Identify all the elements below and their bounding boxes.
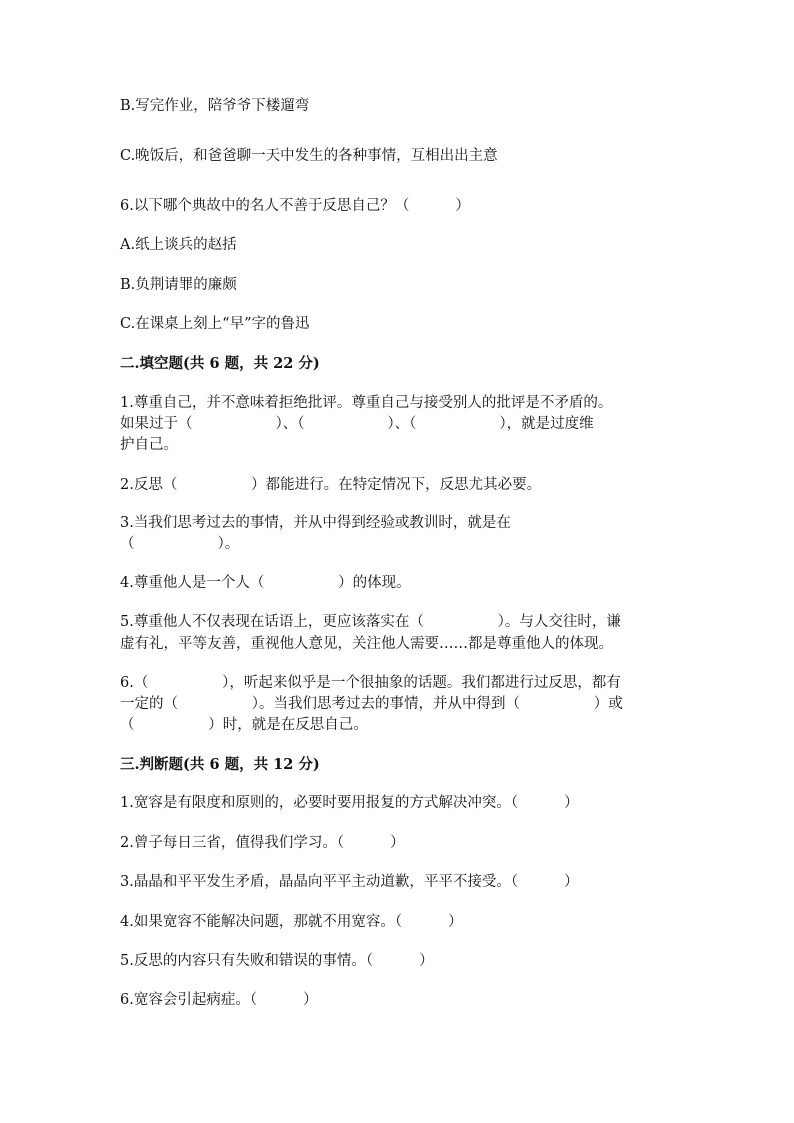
fill-q6-line1: 6.（ ），听起来似乎是一个很抽象的话题。我们都进行过反思，都有: [120, 675, 621, 691]
fill-q5-line2: 虚有礼，平等友善，重视他人意见，关注他人需要……都是尊重他人的体现。: [120, 636, 613, 652]
q6-stem: 6.以下哪个典故中的名人不善于反思自己？（ ）: [120, 198, 470, 214]
fill-q6-line2: 一定的（ ）。当我们思考过去的事情，并从中得到（ ）或: [120, 696, 623, 712]
fill-q4: 4.尊重他人是一个人（ ）的体现。: [120, 575, 411, 591]
q5-option-b: B.写完作业，陪爷爷下楼遛弯: [120, 98, 310, 114]
fill-q3-line1: 3.当我们思考过去的事情，并从中得到经验或教训时，就是在: [120, 515, 511, 531]
judge-q2: 2.曾子每日三省，值得我们学习。（ ）: [120, 835, 405, 851]
fill-q3-line2: （ ）。: [120, 536, 240, 552]
fill-q1-line3: 护自己。: [120, 437, 178, 453]
q6-option-b: B.负荆请罪的廉颇: [120, 277, 237, 293]
fill-q5-line1: 5.尊重他人不仅表现在话语上，更应该落实在（ ）。与人交往时，谦: [120, 614, 621, 630]
judge-q1: 1.宽容是有限度和原则的，必要时要用报复的方式解决冲突。（ ）: [120, 795, 579, 811]
judge-q4: 4.如果宽容不能解决问题，那就不用宽容。（ ）: [120, 914, 463, 930]
fill-q1-line2: 如果过于（ ）、（ ）、（ ），就是过度维: [120, 416, 594, 432]
fill-section-heading: 二.填空题(共 6 题，共 22 分): [120, 355, 320, 372]
judge-q6: 6.宽容会引起病症。（ ）: [120, 992, 318, 1008]
fill-q1-line1: 1.尊重自己，并不意味着拒绝批评。尊重自己与接受别人的批评是不矛盾的。: [120, 395, 613, 411]
fill-q2: 2.反思（ ）都能进行。在特定情况下，反思尤其必要。: [120, 477, 542, 493]
fill-q6-line3: （ ）时，就是在反思自己。: [120, 717, 368, 733]
q6-option-a: A.纸上谈兵的赵括: [120, 237, 237, 253]
judge-section-heading: 三.判断题(共 6 题，共 12 分): [120, 756, 320, 773]
judge-q3: 3.晶晶和平平发生矛盾，晶晶向平平主动道歉，平平不接受。（ ）: [120, 874, 579, 890]
q6-option-c: C.在课桌上刻上“早”字的鲁迅: [120, 316, 310, 332]
judge-q5: 5.反思的内容只有失败和错误的事情。（ ）: [120, 953, 434, 969]
q5-option-c: C.晚饭后，和爸爸聊一天中发生的各种事情，互相出出主意: [120, 148, 498, 164]
